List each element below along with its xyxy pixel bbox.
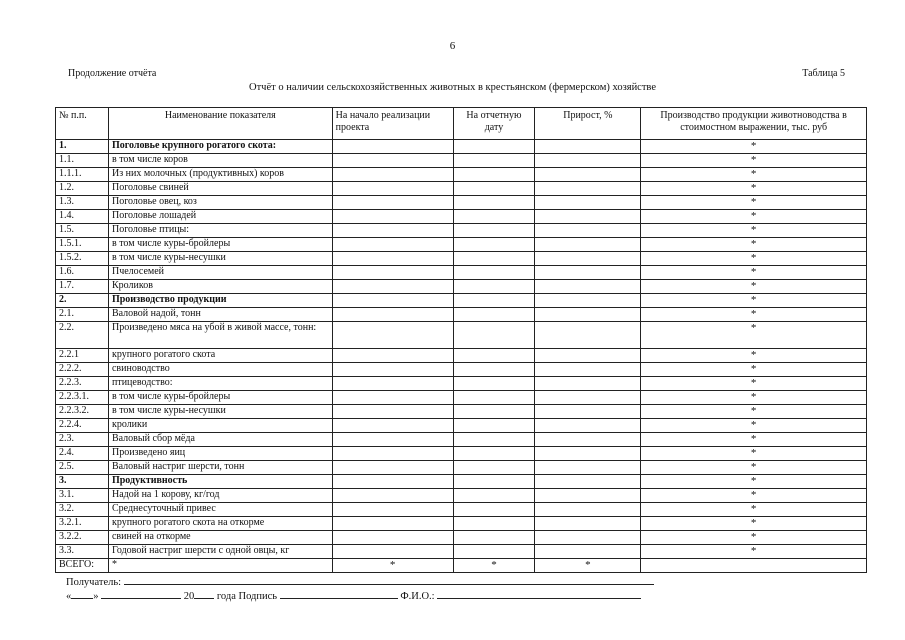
receiver-line <box>66 574 654 588</box>
row-label: Среднесуточный привес <box>108 503 332 517</box>
table-row <box>56 517 867 531</box>
table-row <box>56 224 867 238</box>
row-num: 1.2. <box>56 182 109 196</box>
row-current-value <box>453 475 535 489</box>
row-label: Произведено яиц <box>108 447 332 461</box>
row-production-star: * <box>641 377 867 391</box>
row-label: птицеводство: <box>108 377 332 391</box>
row-current-value <box>453 503 535 517</box>
row-growth-value <box>535 377 641 391</box>
row-start-value <box>332 517 453 531</box>
row-growth-value <box>535 252 641 266</box>
row-production-star: * <box>641 545 867 559</box>
table-row <box>56 308 867 322</box>
header-name: Наименование показателя <box>108 108 332 140</box>
row-production-star: * <box>641 182 867 196</box>
row-growth-value <box>535 266 641 280</box>
row-num: 2.2. <box>56 322 109 349</box>
table-row <box>56 349 867 363</box>
row-current-value <box>453 210 535 224</box>
row-label: свиноводство <box>108 363 332 377</box>
table-row <box>56 503 867 517</box>
row-num: 1.4. <box>56 210 109 224</box>
row-label: в том числе куры-бройлеры <box>108 391 332 405</box>
row-start-value <box>332 294 453 308</box>
signature-label: Подпись <box>238 591 278 602</box>
row-num: 2.5. <box>56 461 109 475</box>
row-label: свиней на откорме <box>108 531 332 545</box>
row-production-star: * <box>641 266 867 280</box>
row-growth-value <box>535 517 641 531</box>
row-production-star: * <box>641 475 867 489</box>
row-label: в том числе коров <box>108 154 332 168</box>
header-current: На отчетную дату <box>453 108 535 140</box>
row-start-value <box>332 545 453 559</box>
row-num: 2.2.4. <box>56 419 109 433</box>
row-current-value <box>453 182 535 196</box>
row-label: Поголовье овец, коз <box>108 196 332 210</box>
day-blank[interactable] <box>71 588 93 599</box>
row-start-value <box>332 266 453 280</box>
row-num: 2.2.3. <box>56 377 109 391</box>
row-start-value <box>332 489 453 503</box>
header-growth: Прирост, % <box>535 108 641 140</box>
table-body <box>56 140 867 559</box>
row-label: Годовой настриг шерсти с одной овцы, кг <box>108 545 332 559</box>
fio-blank[interactable] <box>437 588 641 599</box>
row-start-value <box>332 531 453 545</box>
row-growth-value <box>535 308 641 322</box>
row-start-value <box>332 503 453 517</box>
table-row <box>56 154 867 168</box>
header-num: № п.п. <box>56 108 109 140</box>
row-growth-value <box>535 154 641 168</box>
row-label: в том числе куры-несушки <box>108 252 332 266</box>
row-start-value <box>332 210 453 224</box>
row-label: Валовой надой, тонн <box>108 308 332 322</box>
row-growth-value <box>535 405 641 419</box>
row-growth-value <box>535 433 641 447</box>
row-current-value <box>453 140 535 154</box>
row-num: 3.2.2. <box>56 531 109 545</box>
table-row <box>56 363 867 377</box>
row-num: 3.2.1. <box>56 517 109 531</box>
row-num: 3.1. <box>56 489 109 503</box>
row-current-value <box>453 517 535 531</box>
row-production-star: * <box>641 419 867 433</box>
row-label: Продуктивность <box>108 475 332 489</box>
row-label: в том числе куры-бройлеры <box>108 238 332 252</box>
row-growth-value <box>535 224 641 238</box>
table-header-row <box>56 108 867 140</box>
table-row <box>56 294 867 308</box>
row-production-star: * <box>641 140 867 154</box>
quote-close: » <box>93 591 99 602</box>
table-row <box>56 168 867 182</box>
row-production-star: * <box>641 503 867 517</box>
row-num: 2.1. <box>56 308 109 322</box>
row-current-value <box>453 545 535 559</box>
row-label: Надой на 1 корову, кг/год <box>108 489 332 503</box>
total-start-star: * <box>332 559 453 573</box>
row-current-value <box>453 238 535 252</box>
row-start-value <box>332 196 453 210</box>
table-row <box>56 475 867 489</box>
row-label: Валовый настриг шерсти, тонн <box>108 461 332 475</box>
total-growth-star: * <box>535 559 641 573</box>
row-production-star: * <box>641 238 867 252</box>
row-num: 2.4. <box>56 447 109 461</box>
row-start-value <box>332 154 453 168</box>
row-growth-value <box>535 545 641 559</box>
row-growth-value <box>535 280 641 294</box>
row-current-value <box>453 447 535 461</box>
row-label: Поголовье лошадей <box>108 210 332 224</box>
row-num: 1.5.1. <box>56 238 109 252</box>
table-number-label: Таблица 5 <box>802 68 845 79</box>
table-row <box>56 280 867 294</box>
row-start-value <box>332 140 453 154</box>
row-current-value <box>453 196 535 210</box>
row-num: 2.2.2. <box>56 363 109 377</box>
row-production-star: * <box>641 517 867 531</box>
row-current-value <box>453 252 535 266</box>
table-row <box>56 489 867 503</box>
row-label: Поголовье крупного рогатого скота: <box>108 140 332 154</box>
row-start-value <box>332 280 453 294</box>
row-production-star: * <box>641 461 867 475</box>
page-number: 6 <box>449 40 456 52</box>
row-label: Поголовье птицы: <box>108 224 332 238</box>
row-start-value <box>332 377 453 391</box>
row-start-value <box>332 461 453 475</box>
row-growth-value <box>535 531 641 545</box>
row-label: Пчелосемей <box>108 266 332 280</box>
row-label: Кроликов <box>108 280 332 294</box>
row-num: 1.5. <box>56 224 109 238</box>
row-start-value <box>332 363 453 377</box>
row-production-star: * <box>641 447 867 461</box>
row-num: 1. <box>56 140 109 154</box>
row-production-star: * <box>641 210 867 224</box>
row-production-star: * <box>641 322 867 349</box>
row-start-value <box>332 391 453 405</box>
row-start-value <box>332 182 453 196</box>
row-current-value <box>453 349 535 363</box>
row-growth-value <box>535 349 641 363</box>
row-growth-value <box>535 419 641 433</box>
table-row <box>56 405 867 419</box>
row-start-value <box>332 419 453 433</box>
row-current-value <box>453 489 535 503</box>
row-num: 1.1. <box>56 154 109 168</box>
row-start-value <box>332 238 453 252</box>
row-production-star: * <box>641 154 867 168</box>
row-label: Производство продукции <box>108 294 332 308</box>
year-prefix: 20 <box>183 591 195 602</box>
table-row <box>56 182 867 196</box>
row-num: 3.3. <box>56 545 109 559</box>
row-production-star: * <box>641 196 867 210</box>
row-start-value <box>332 349 453 363</box>
row-current-value <box>453 280 535 294</box>
row-num: 2.2.3.1. <box>56 391 109 405</box>
row-start-value <box>332 308 453 322</box>
total-row <box>56 559 867 573</box>
row-growth-value <box>535 503 641 517</box>
row-production-star: * <box>641 531 867 545</box>
row-num: 1.3. <box>56 196 109 210</box>
row-production-star: * <box>641 168 867 182</box>
row-production-star: * <box>641 391 867 405</box>
row-production-star: * <box>641 405 867 419</box>
report-title: Отчёт о наличии сельскохозяйственных животных в крестьянском (фермерском) хозяйстве <box>249 82 656 93</box>
row-num: 3.2. <box>56 503 109 517</box>
table-row <box>56 461 867 475</box>
row-num: 3. <box>56 475 109 489</box>
row-start-value <box>332 322 453 349</box>
livestock-report-table <box>55 107 867 573</box>
row-growth-value <box>535 238 641 252</box>
row-current-value <box>453 308 535 322</box>
row-label: Валовый сбор мёда <box>108 433 332 447</box>
table-row <box>56 433 867 447</box>
row-num: 2. <box>56 294 109 308</box>
row-current-value <box>453 294 535 308</box>
signature-line <box>66 588 641 602</box>
header-start: На начало реализации проекта <box>332 108 453 140</box>
row-growth-value <box>535 140 641 154</box>
row-growth-value <box>535 322 641 349</box>
table-row <box>56 391 867 405</box>
continuation-label: Продолжение отчёта <box>68 68 157 79</box>
row-current-value <box>453 461 535 475</box>
table-row <box>56 210 867 224</box>
row-current-value <box>453 433 535 447</box>
row-growth-value <box>535 210 641 224</box>
row-num: 2.3. <box>56 433 109 447</box>
row-production-star: * <box>641 349 867 363</box>
receiver-blank[interactable] <box>124 574 654 585</box>
row-num: 1.6. <box>56 266 109 280</box>
row-label: в том числе куры-несушки <box>108 405 332 419</box>
row-growth-value <box>535 182 641 196</box>
receiver-label: Получатель: <box>66 577 122 588</box>
row-current-value <box>453 405 535 419</box>
row-label: крупного рогатого скота на откорме <box>108 517 332 531</box>
row-start-value <box>332 252 453 266</box>
row-production-star: * <box>641 308 867 322</box>
row-growth-value <box>535 168 641 182</box>
year-suffix: года <box>216 591 236 602</box>
table-row <box>56 238 867 252</box>
total-current-star: * <box>453 559 535 573</box>
row-production-star: * <box>641 252 867 266</box>
row-num: 1.7. <box>56 280 109 294</box>
row-growth-value <box>535 489 641 503</box>
total-label: ВСЕГО: <box>56 559 109 573</box>
table-row <box>56 196 867 210</box>
row-current-value <box>453 266 535 280</box>
row-num: 1.1.1. <box>56 168 109 182</box>
table-row <box>56 322 867 349</box>
fio-label: Ф.И.О.: <box>400 591 435 602</box>
row-start-value <box>332 168 453 182</box>
row-growth-value <box>535 391 641 405</box>
table-row <box>56 545 867 559</box>
table-row <box>56 377 867 391</box>
table-row <box>56 447 867 461</box>
row-label: кролики <box>108 419 332 433</box>
row-production-star: * <box>641 489 867 503</box>
row-current-value <box>453 224 535 238</box>
table-row <box>56 140 867 154</box>
row-production-star: * <box>641 294 867 308</box>
row-num: 2.2.1 <box>56 349 109 363</box>
row-label: Из них молочных (продуктивных) коров <box>108 168 332 182</box>
row-growth-value <box>535 363 641 377</box>
table-row <box>56 419 867 433</box>
row-label: Поголовье свиней <box>108 182 332 196</box>
row-current-value <box>453 168 535 182</box>
row-current-value <box>453 391 535 405</box>
row-start-value <box>332 224 453 238</box>
row-current-value <box>453 531 535 545</box>
row-start-value <box>332 433 453 447</box>
row-growth-value <box>535 447 641 461</box>
row-num: 1.5.2. <box>56 252 109 266</box>
row-current-value <box>453 419 535 433</box>
signature-blank[interactable] <box>280 588 398 599</box>
total-name-star: * <box>108 559 332 573</box>
row-production-star: * <box>641 224 867 238</box>
header-production: Производство продукции животноводства в стоимостном выражении, тыс. руб <box>641 108 867 140</box>
total-production-cell <box>641 559 867 573</box>
quote-open: « <box>66 591 72 602</box>
row-current-value <box>453 377 535 391</box>
row-label: крупного рогатого скота <box>108 349 332 363</box>
row-production-star: * <box>641 433 867 447</box>
row-production-star: * <box>641 280 867 294</box>
row-num: 2.2.3.2. <box>56 405 109 419</box>
row-current-value <box>453 363 535 377</box>
table-row <box>56 531 867 545</box>
month-blank[interactable] <box>101 588 181 599</box>
row-growth-value <box>535 294 641 308</box>
row-start-value <box>332 475 453 489</box>
row-production-star: * <box>641 363 867 377</box>
row-start-value <box>332 405 453 419</box>
row-label: Произведено мяса на убой в живой массе, тонн: <box>108 322 332 349</box>
row-current-value <box>453 154 535 168</box>
row-growth-value <box>535 196 641 210</box>
row-growth-value <box>535 461 641 475</box>
row-growth-value <box>535 475 641 489</box>
table-row <box>56 252 867 266</box>
row-current-value <box>453 322 535 349</box>
row-start-value <box>332 447 453 461</box>
table-row <box>56 266 867 280</box>
year-blank[interactable] <box>194 588 214 599</box>
